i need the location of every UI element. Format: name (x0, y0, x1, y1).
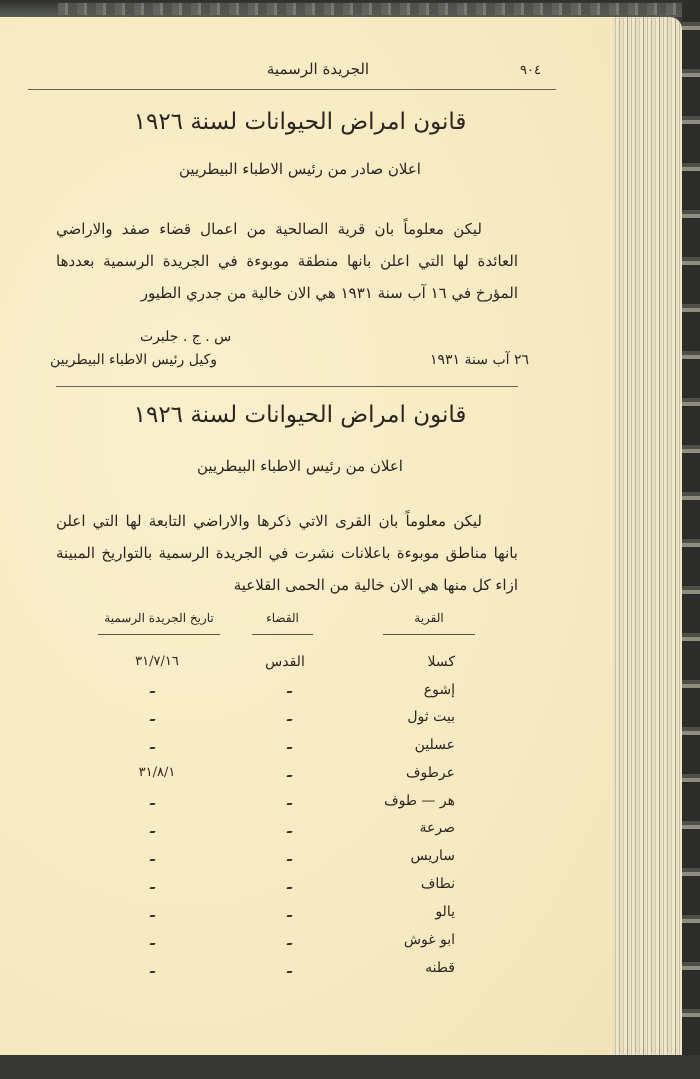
notice1-signatory-name: س . ج . جلبرت (140, 329, 232, 345)
col-header-district: القضاء (266, 611, 299, 625)
ditto-mark-icon (286, 915, 292, 917)
table-cell-village: بيت ثول (407, 709, 455, 725)
gazette-page (0, 17, 613, 1055)
table-cell-village: إشوع (423, 682, 455, 698)
ditto-mark-icon (286, 691, 292, 693)
ditto-mark-icon (149, 831, 155, 833)
col-header-district-rule (252, 634, 313, 635)
book-cover-edge (682, 0, 700, 1079)
notice2-subtitle: اعلان من رئيس الاطباء البيطريين (197, 457, 403, 475)
notice1-subtitle: اعلان صادر من رئيس الاطباء البيطريين (179, 160, 421, 178)
table-cell-village: عرطوف (406, 765, 455, 781)
ditto-mark-icon (149, 803, 155, 805)
col-header-village-rule (383, 634, 475, 635)
notice1-signatory-title: وكيل رئيس الاطباء البيطريين (50, 352, 218, 368)
book-cover-bottom (0, 1055, 700, 1079)
table-cell-village: صرعة (419, 820, 455, 836)
ditto-mark-icon (149, 943, 155, 945)
ditto-mark-icon (149, 887, 155, 889)
ditto-mark-icon (286, 887, 292, 889)
running-title: الجريدة الرسمية (266, 60, 370, 78)
book-cover-top (0, 0, 700, 17)
col-header-village: القرية (414, 611, 444, 625)
ditto-mark-icon (149, 747, 155, 749)
ditto-mark-icon (286, 943, 292, 945)
ditto-mark-icon (149, 915, 155, 917)
ditto-mark-icon (286, 719, 292, 721)
table-cell-village: ابو غوش (403, 932, 455, 948)
ditto-mark-icon (149, 719, 155, 721)
ditto-mark-icon (286, 971, 292, 973)
section-divider (56, 386, 518, 387)
ditto-mark-icon (286, 803, 292, 805)
ditto-mark-icon (286, 747, 292, 749)
notice1-date: ٢٦ آب سنة ١٩٣١ (430, 352, 530, 368)
table-cell-village: يالو (435, 904, 455, 920)
page-edges (612, 17, 682, 1055)
notice2-body-text: ليكن معلوماً بان القرى الاتي ذكرها والاراضي التابعة لها التي اعلن بانها مناطق موبوءة باعلانات نشرت في الجريدة الرسمية بالتواريخ المبينة ازاء كل منها هي الان خالية من الحمى القلاعية (56, 512, 518, 594)
table-cell-village: ساريس (410, 848, 455, 864)
table-cell-village: قطنه (425, 960, 455, 976)
col-header-gazette-date-rule (98, 634, 220, 635)
ditto-mark-icon (149, 691, 155, 693)
notice2-title: قانون امراض الحيوانات لسنة ١٩٢٦ (133, 402, 467, 428)
ditto-mark-icon (149, 971, 155, 973)
table-cell-date: ٣١/٨/١ (138, 765, 176, 780)
notice1-body-text: ليكن معلوماً بان قرية الصالحية من اعمال قضاء صفد والاراضي العائدة لها التي اعلن بانها منطقة موبوءة في الجريدة الرسمية بعددها المؤرخ في ١٦ آب سنة ١٩٣١ هي الان خالية من جدري الطيور (56, 220, 518, 302)
cover-texture (58, 3, 698, 15)
table-cell-village: كسلا (427, 654, 455, 670)
ditto-mark-icon (286, 775, 292, 777)
notice2-body (56, 505, 518, 601)
table-cell-village: عسلين (414, 737, 455, 753)
table-cell-village: نطاف (420, 876, 455, 892)
header-rule (28, 89, 556, 90)
table-cell-district: القدس (265, 654, 305, 670)
ditto-mark-icon (286, 859, 292, 861)
col-header-gazette-date: تاريخ الجريدة الرسمية (104, 611, 214, 625)
page-number: ٩٠٤ (520, 63, 541, 78)
table-cell-date: ٣١/٧/١٦ (135, 654, 179, 669)
table-cell-village: هر — طوف (384, 793, 455, 809)
notice1-body (56, 213, 518, 309)
ditto-mark-icon (149, 859, 155, 861)
notice1-title: قانون امراض الحيوانات لسنة ١٩٢٦ (133, 109, 467, 135)
ditto-mark-icon (286, 831, 292, 833)
